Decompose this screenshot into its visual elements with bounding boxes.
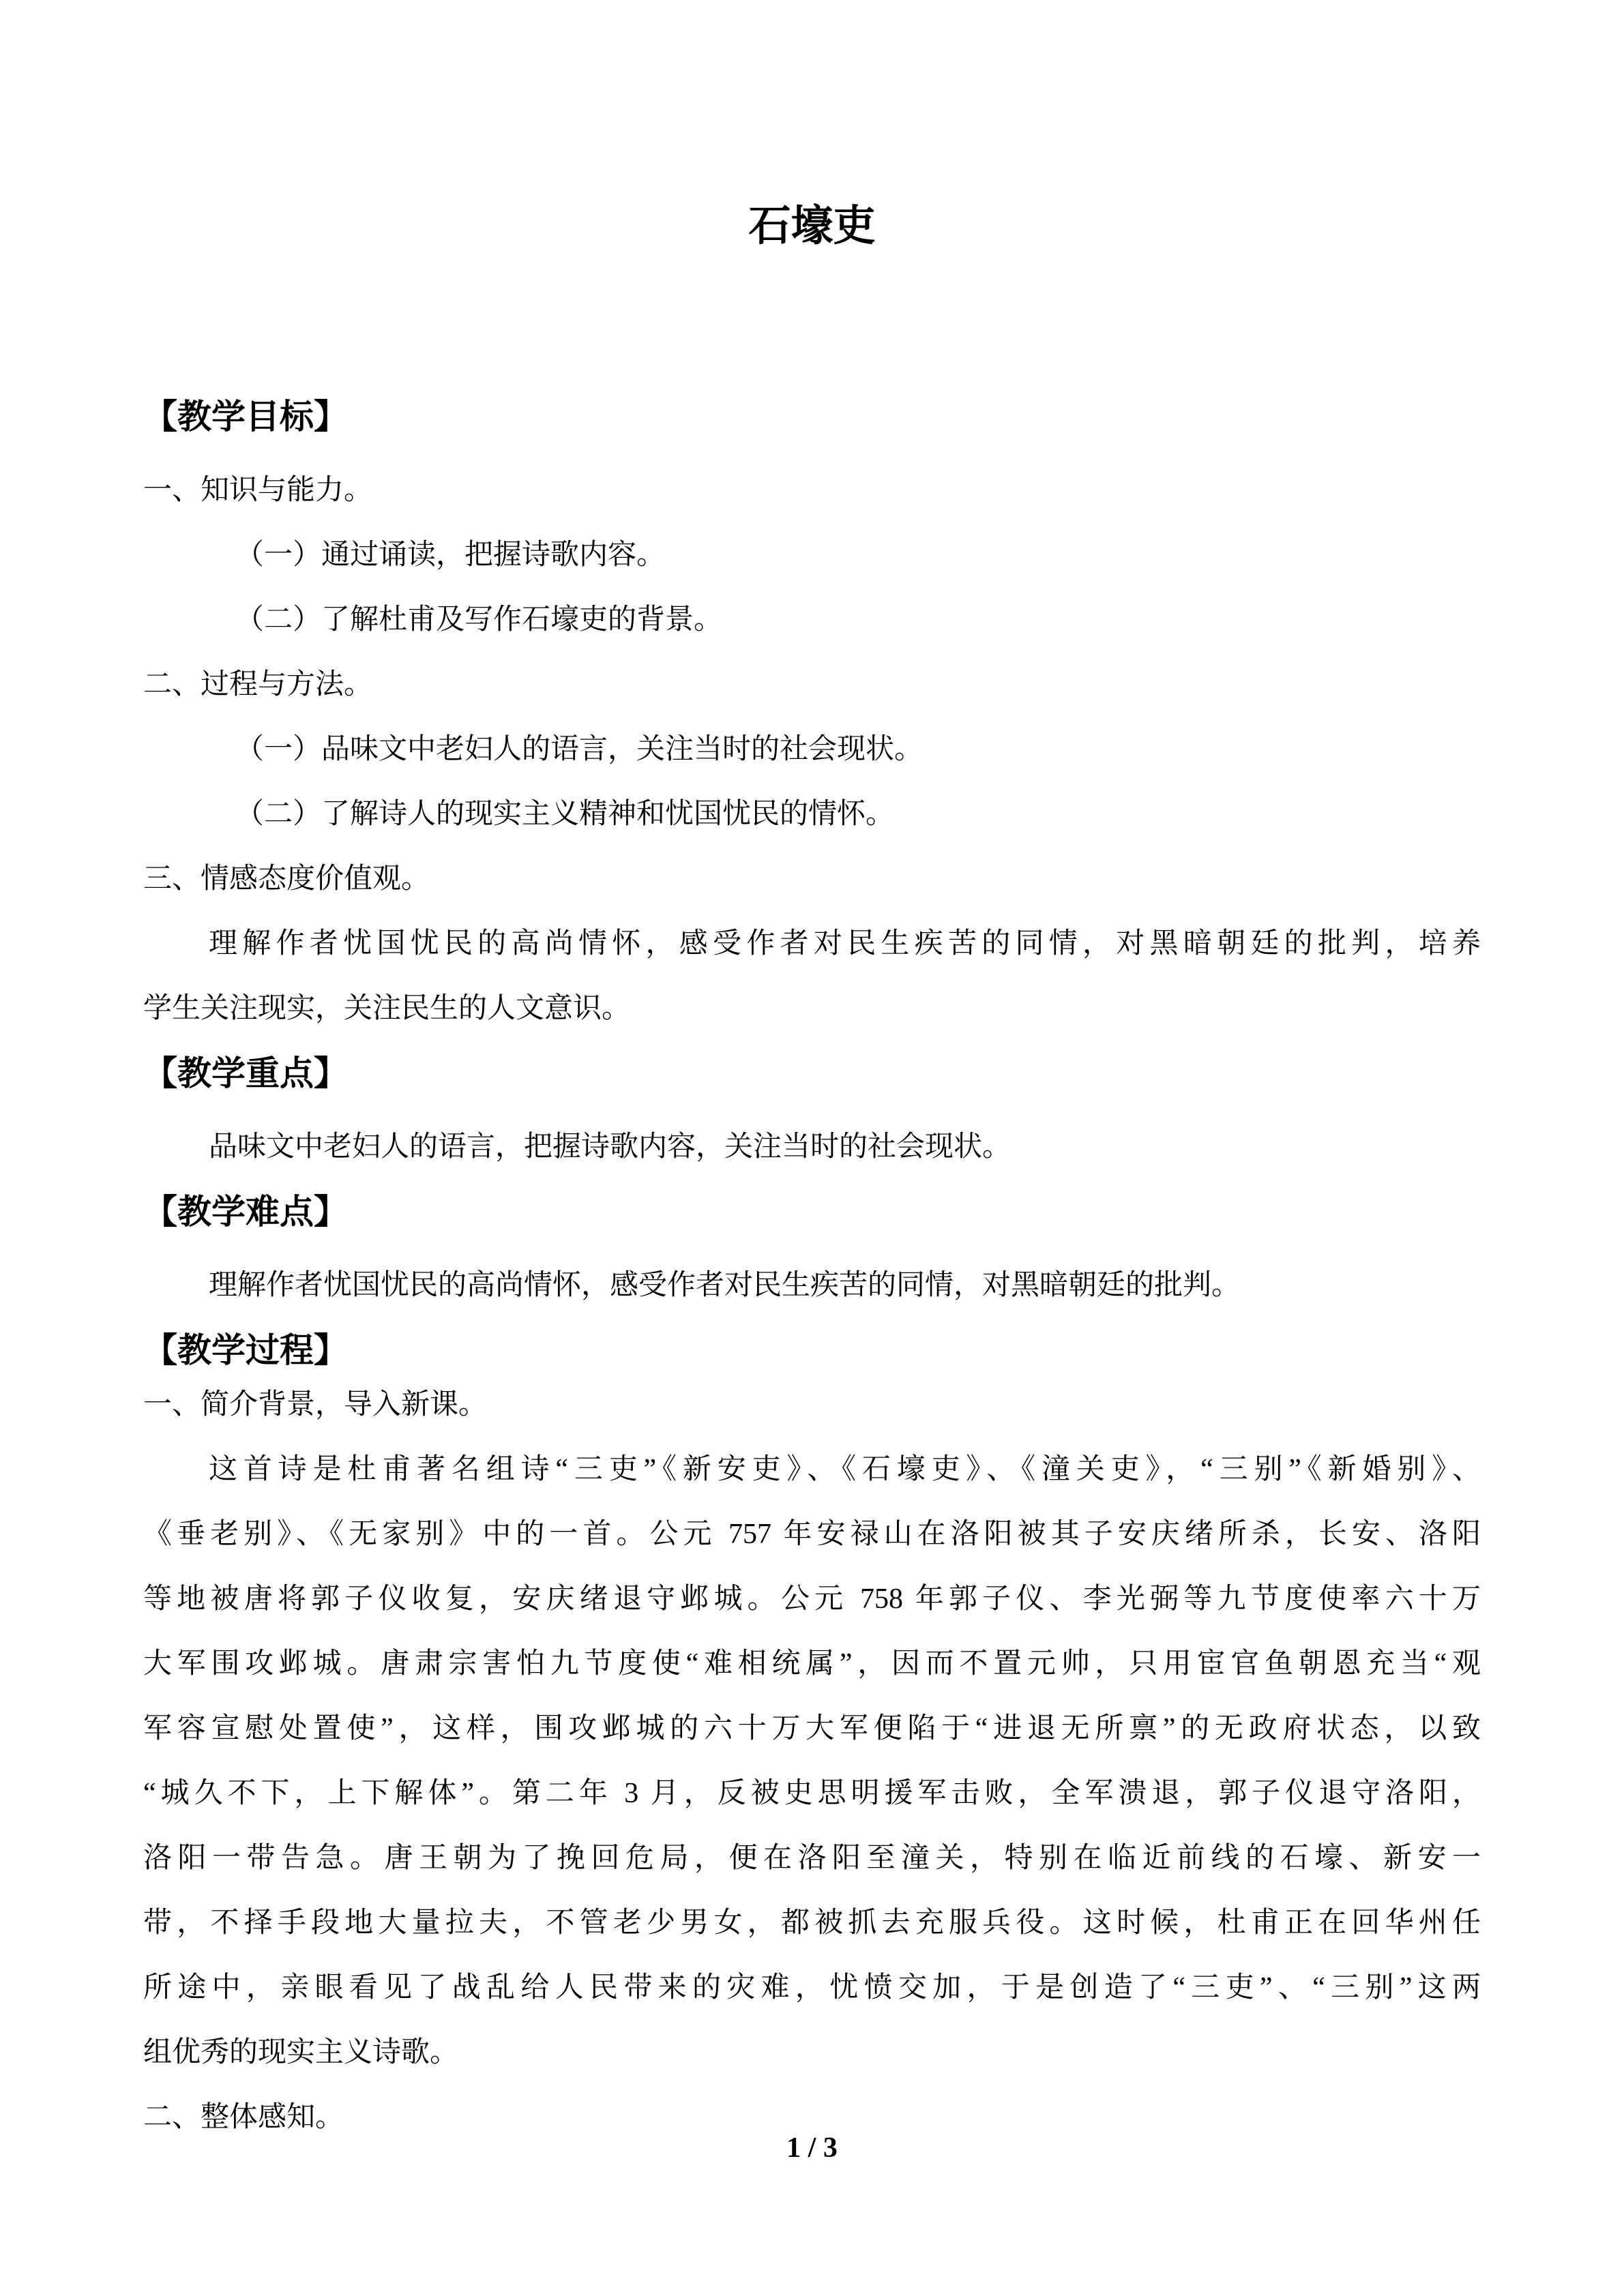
text-line: 二、过程与方法。	[143, 669, 373, 700]
page-title: 石壕吏	[748, 203, 876, 250]
text-line: 《垂老别》、《无家别》中的一首。公元 757 年安禄山在洛阳被其子安庆绪所杀，长安、洛阳	[143, 1519, 1481, 1550]
text-line: （一）通过诵读，把握诗歌内容。	[235, 539, 666, 571]
text-line: 三、情感态度价值观。	[143, 863, 430, 895]
section-heading-objectives: 【教学目标】	[143, 398, 348, 436]
text-line: 所途中，亲眼看见了战乱给人民带来的灾难，忧愤交加，于是创造了“三吏”、“三别”这两	[143, 1972, 1481, 2003]
text-line: 组优秀的现实主义诗歌。	[143, 2037, 459, 2068]
text-line: 大军围攻邺城。唐肃宗害怕九节度使“难相统属”，因而不置元帅，只用宦官鱼朝恩充当“观	[143, 1648, 1481, 1680]
text-line: 洛阳一带告急。唐王朝为了挽回危局，便在洛阳至潼关，特别在临近前线的石壕、新安一	[143, 1843, 1481, 1874]
text-line: “城久不下，上下解体”。第二年 3 月，反被史思明援军击败，全军溃退，郭子仪退守洛阳，	[143, 1778, 1481, 1809]
text-line: 等地被唐将郭子仪收复，安庆绪退守邺城。公元 758 年郭子仪、李光弼等九节度使率六十万	[143, 1583, 1481, 1615]
section-heading-process: 【教学过程】	[143, 1331, 348, 1369]
page-number-indicator: 1 / 3	[786, 2132, 838, 2164]
text-line: 这首诗是杜甫著名组诗“三吏”《新安吏》、《石壕吏》、《潼关吏》，“三别”《新婚别》、	[209, 1454, 1481, 1485]
text-line: 理解作者忧国忧民的高尚情怀，感受作者对民生疾苦的同情，对黑暗朝廷的批判。	[209, 1270, 1241, 1301]
text-line: （一）品味文中老妇人的语言，关注当时的社会现状。	[235, 734, 924, 765]
text-line: 理解作者忧国忧民的高尚情怀，感受作者对民生疾苦的同情，对黑暗朝廷的批判，培养	[209, 928, 1481, 959]
text-line: 二、整体感知。	[143, 2102, 344, 2133]
section-heading-difficulties: 【教学难点】	[143, 1193, 348, 1231]
text-line: 带，不择手段地大量拉夫，不管老少男女，都被抓去充服兵役。这时候，杜甫正在回华州任	[143, 1907, 1481, 1939]
text-line: 品味文中老妇人的语言，把握诗歌内容，关注当时的社会现状。	[209, 1131, 1012, 1163]
text-line: 学生关注现实，关注民生的人文意识。	[143, 993, 631, 1024]
text-line: （二）了解杜甫及写作石壕吏的背景。	[235, 604, 723, 636]
text-line: 一、知识与能力。	[143, 475, 373, 506]
text-line: （二）了解诗人的现实主义精神和忧国忧民的情怀。	[235, 799, 895, 830]
text-line: 军容宣慰处置使”，这样，围攻邺城的六十万大军便陷于“进退无所禀”的无政府状态，以致	[143, 1713, 1481, 1744]
section-heading-key-points: 【教学重点】	[143, 1054, 348, 1092]
text-line: 一、简介背景，导入新课。	[143, 1389, 488, 1420]
